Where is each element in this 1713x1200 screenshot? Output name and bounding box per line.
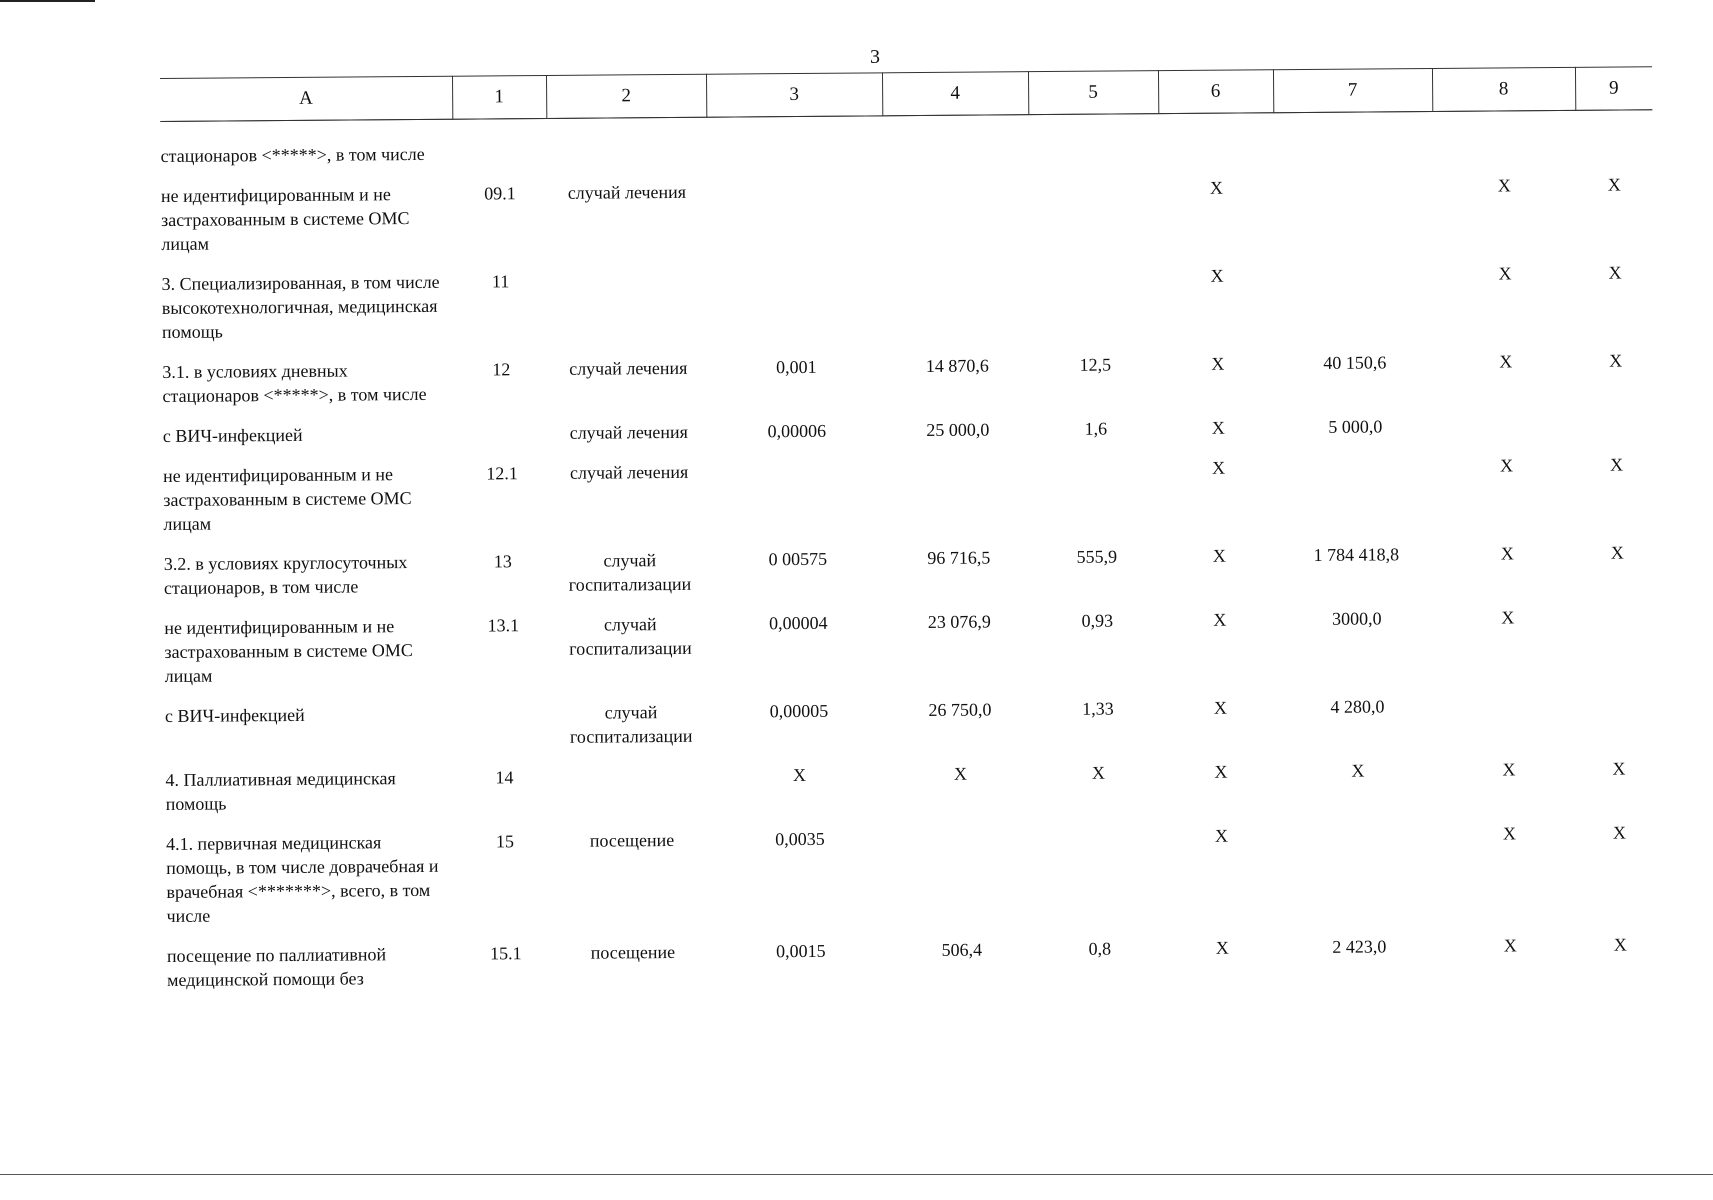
value-cell: X xyxy=(1609,350,1623,371)
table-row xyxy=(162,348,1654,424)
value-cell: X xyxy=(792,764,807,786)
value-cell: 1,6 xyxy=(1084,418,1108,439)
value-cell: 25 000,0 xyxy=(926,419,990,440)
table-row xyxy=(163,452,1656,552)
data-table xyxy=(160,66,1659,1008)
value-cell: 96 716,5 xyxy=(927,547,991,568)
value-cell xyxy=(885,457,1032,546)
unit-cell xyxy=(546,117,706,181)
column-header: А xyxy=(160,76,452,121)
row-label: с ВИЧ-инфекцией xyxy=(164,704,305,726)
value-cell xyxy=(1029,264,1160,353)
unit-cell: случай лечения xyxy=(567,181,687,203)
value-cell xyxy=(708,266,885,355)
value-cell xyxy=(1579,604,1657,693)
unit-cell: случай лечения xyxy=(569,421,688,443)
column-header: 4 xyxy=(882,72,1028,116)
value-cell: 14 870,6 xyxy=(925,355,989,376)
row-label: посещение по паллиативной медицинской помощи без xyxy=(166,944,387,990)
column-header: 1 xyxy=(452,75,546,119)
value-cell: X xyxy=(1613,934,1627,955)
value-cell: X xyxy=(1503,935,1517,956)
value-cell: 1 784 418,8 xyxy=(1313,544,1400,565)
value-cell: X xyxy=(1211,417,1225,438)
value-cell: X xyxy=(1612,758,1626,779)
bottom-edge-line xyxy=(0,1174,1713,1175)
row-code: 12.1 xyxy=(486,463,518,484)
row-label: 3.1. в условиях дневных стационаров <*****>, в том числе xyxy=(162,360,427,406)
row-code: 15.1 xyxy=(490,943,522,964)
table-row xyxy=(164,540,1656,616)
value-cell xyxy=(1034,824,1165,937)
value-cell: 40 150,6 xyxy=(1323,352,1387,373)
value-cell: X xyxy=(1498,263,1512,284)
value-cell: X xyxy=(1501,607,1515,628)
unit-cell: посещение xyxy=(590,941,676,963)
table-row xyxy=(164,604,1657,704)
value-cell xyxy=(1031,456,1162,545)
value-cell: 26 750,0 xyxy=(928,699,992,720)
row-label: не идентифицированным и не застрахованным в системе ОМС лицам xyxy=(160,184,410,254)
top-edge-line xyxy=(0,0,95,2)
value-cell: 5 000,0 xyxy=(1328,416,1383,437)
column-header: 2 xyxy=(546,74,706,118)
value-cell xyxy=(888,825,1035,938)
value-cell: 12,5 xyxy=(1079,354,1112,375)
value-cell: X xyxy=(1500,543,1514,564)
table-row xyxy=(160,110,1652,184)
value-cell: 0,0035 xyxy=(775,828,825,850)
table-row xyxy=(162,260,1655,360)
value-cell: X xyxy=(1610,542,1624,563)
unit-cell: случай госпитализации xyxy=(569,614,692,659)
value-cell: 0,00005 xyxy=(769,700,829,722)
row-label: 4. Паллиативная медицинская помощь xyxy=(165,768,396,814)
value-cell xyxy=(1274,174,1434,263)
value-cell: 0 00575 xyxy=(768,548,828,570)
value-cell: X xyxy=(1502,823,1517,844)
value-cell xyxy=(884,265,1031,354)
value-cell: X xyxy=(953,763,968,784)
value-cell: X xyxy=(1215,937,1229,958)
value-cell: 0,93 xyxy=(1081,610,1114,631)
value-cell: X xyxy=(1209,177,1223,198)
value-cell xyxy=(1279,822,1439,935)
column-header: 6 xyxy=(1158,70,1273,114)
row-label: с ВИЧ-инфекцией xyxy=(162,424,303,446)
value-cell xyxy=(706,116,882,180)
value-cell: X xyxy=(1499,351,1513,372)
value-cell xyxy=(707,178,884,267)
value-cell: 1,33 xyxy=(1082,698,1114,719)
value-cell xyxy=(1274,262,1434,351)
row-code: 12 xyxy=(492,359,511,380)
value-cell: X xyxy=(1212,457,1226,478)
row-code xyxy=(452,118,546,181)
column-header: 3 xyxy=(706,73,882,117)
value-cell xyxy=(882,115,1028,179)
row-label: 4.1. первичная медицинская помощь, в том числе доврачебная и врачебная <*******>, всего, в том числе xyxy=(165,832,439,926)
value-cell xyxy=(1276,454,1436,543)
unit-cell: случай лечения xyxy=(569,461,689,483)
value-cell: 23 076,9 xyxy=(927,611,991,632)
row-code: 13 xyxy=(493,551,512,572)
value-cell: X xyxy=(1211,353,1225,374)
row-label: не идентифицированным и не застрахованным в системе ОМС лицам xyxy=(164,616,413,686)
value-cell: X xyxy=(1500,455,1514,476)
row-code: 15 xyxy=(495,831,515,852)
value-cell xyxy=(1432,110,1575,174)
row-code: 14 xyxy=(495,767,514,788)
table-row xyxy=(165,692,1657,768)
value-cell: X xyxy=(1214,761,1228,782)
unit-cell: случай лечения xyxy=(569,357,688,379)
value-cell: X xyxy=(1612,822,1627,843)
table-row xyxy=(165,756,1657,832)
value-cell: 3000,0 xyxy=(1331,608,1382,629)
column-header: 9 xyxy=(1575,67,1652,111)
value-cell: 0,00006 xyxy=(767,420,827,442)
row-label: 3. Специализированная, в том числе высокотехнологичная, медицинская помощь xyxy=(161,271,440,342)
value-cell: X xyxy=(1351,760,1365,781)
value-cell: X xyxy=(1502,759,1516,780)
value-cell: X xyxy=(1213,697,1228,718)
table-row xyxy=(161,172,1654,272)
unit-cell: посещение xyxy=(589,829,675,851)
value-cell: X xyxy=(1610,454,1624,475)
value-cell: 0,00004 xyxy=(768,612,828,634)
table-row xyxy=(167,932,1659,1008)
value-cell: X xyxy=(1497,175,1511,196)
value-cell: 555,9 xyxy=(1076,546,1118,567)
value-cell xyxy=(1029,176,1160,265)
value-cell xyxy=(883,177,1030,266)
row-code xyxy=(457,701,551,766)
value-cell xyxy=(1578,412,1655,453)
row-code xyxy=(455,421,549,462)
data-table-sheet xyxy=(160,66,1659,1008)
unit-cell xyxy=(551,764,711,829)
value-cell xyxy=(709,458,886,547)
value-cell: X xyxy=(1210,265,1224,286)
row-code: 09.1 xyxy=(484,183,516,204)
value-cell: X xyxy=(1214,825,1229,846)
value-cell xyxy=(1580,692,1658,757)
value-cell xyxy=(1437,693,1580,758)
unit-cell xyxy=(548,268,709,357)
column-header: 7 xyxy=(1273,69,1432,113)
value-cell: X xyxy=(1212,545,1226,566)
column-header: 5 xyxy=(1028,71,1158,115)
table-row xyxy=(166,820,1659,944)
value-cell xyxy=(1028,114,1158,178)
value-cell: 506,4 xyxy=(941,939,983,960)
row-code: 13.1 xyxy=(487,615,520,636)
value-cell: 4 280,0 xyxy=(1330,696,1385,717)
value-cell: 2 423,0 xyxy=(1332,936,1387,957)
value-cell: X xyxy=(1607,174,1621,195)
unit-cell: случай госпитализации xyxy=(568,550,692,595)
value-cell: X xyxy=(1091,762,1106,783)
value-cell: X xyxy=(1213,609,1227,630)
table-body xyxy=(160,110,1659,1008)
unit-cell: случай госпитализации xyxy=(569,702,693,747)
value-cell xyxy=(1575,110,1652,173)
value-cell: 0,8 xyxy=(1088,938,1112,959)
value-cell xyxy=(1435,413,1578,454)
page-number: 3 xyxy=(870,46,880,68)
row-label: не идентифицированным и не застрахованным в системе ОМС лицам xyxy=(163,464,412,534)
value-cell xyxy=(1273,112,1432,176)
row-label: стационаров <*****>, в том числе xyxy=(160,143,425,166)
value-cell: X xyxy=(1608,262,1622,283)
column-header: 8 xyxy=(1432,67,1575,111)
row-code: 11 xyxy=(491,271,510,292)
value-cell: 0,0015 xyxy=(776,940,826,962)
value-cell xyxy=(1158,113,1273,176)
row-label: 3.2. в условиях круглосуточных стационаров, в том числе xyxy=(163,552,408,598)
value-cell: 0,001 xyxy=(775,356,817,378)
